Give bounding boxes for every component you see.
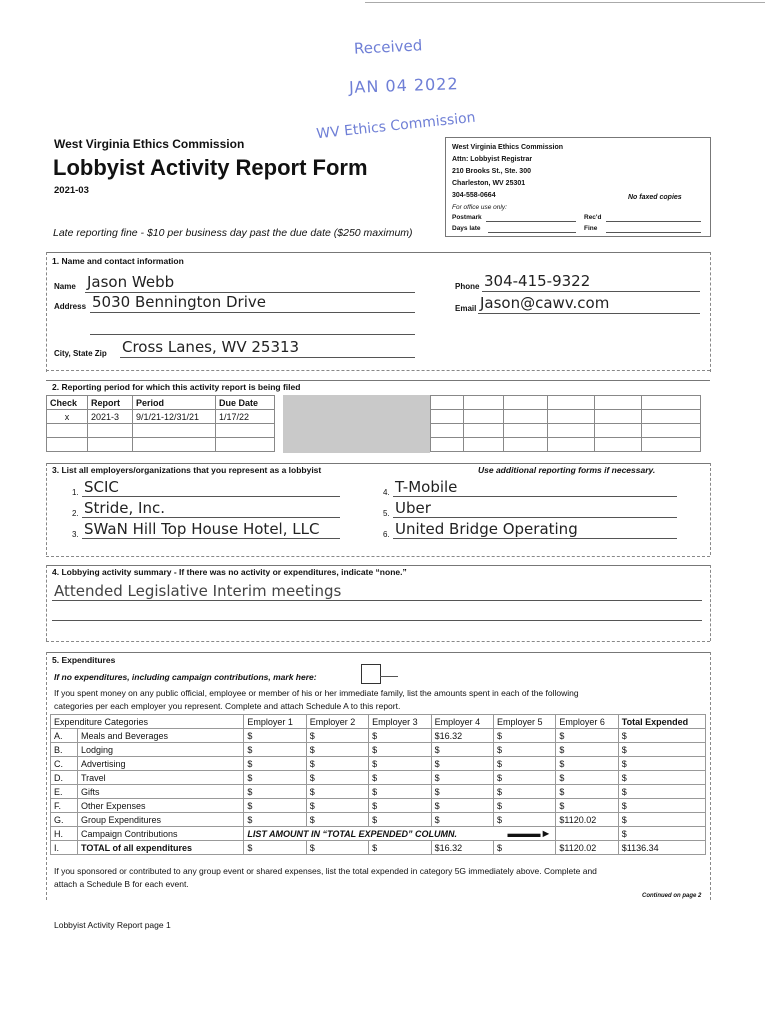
campaign-note bbox=[244, 827, 556, 841]
amount-cell[interactable]: $ bbox=[431, 757, 493, 771]
amount-cell[interactable]: $ bbox=[493, 813, 555, 827]
name-value[interactable]: Jason Webb bbox=[87, 273, 175, 291]
received-stamp: Received bbox=[353, 36, 423, 58]
total-employer-6: $1120.02 bbox=[556, 841, 618, 855]
col-employer-4: Employer 4 bbox=[431, 715, 493, 729]
fine-label: Fine bbox=[584, 225, 598, 232]
period-value: 9/1/21-12/31/21 bbox=[133, 410, 216, 424]
no-expenditures-label: If no expenditures, including campaign contributions, mark here: bbox=[54, 672, 317, 682]
row-category: Campaign Contributions bbox=[78, 827, 244, 841]
col-employer-1: Employer 1 bbox=[244, 715, 306, 729]
employer-1-line bbox=[82, 496, 340, 497]
amount-cell[interactable]: $ bbox=[244, 785, 306, 799]
section3-right-border bbox=[710, 463, 711, 555]
employer-6-line bbox=[393, 538, 677, 539]
row-category: Travel bbox=[78, 771, 244, 785]
employer-6-name[interactable]: United Bridge Operating bbox=[395, 520, 578, 538]
row-letter: B. bbox=[51, 743, 78, 757]
amount-cell[interactable]: $ bbox=[556, 771, 618, 785]
col-check: Check bbox=[47, 396, 88, 410]
section2-top-rule bbox=[46, 380, 710, 381]
amount-cell[interactable]: $ bbox=[369, 743, 431, 757]
col-employer-2: Employer 2 bbox=[306, 715, 368, 729]
no-fax-note: No faxed copies bbox=[628, 194, 682, 201]
address-line bbox=[90, 312, 415, 313]
amount-cell[interactable]: $ bbox=[306, 771, 368, 785]
employer-3-num: 3. bbox=[72, 530, 79, 539]
instruction-line-2: categories per each employer you represent. Complete and attach Schedule A to this report. bbox=[54, 701, 401, 711]
top-edge-line bbox=[365, 2, 765, 3]
row-letter: C. bbox=[51, 757, 78, 771]
amount-cell[interactable]: $ bbox=[493, 743, 555, 757]
col-total: Total Expended bbox=[618, 715, 705, 729]
email-line bbox=[478, 313, 700, 314]
table-row bbox=[51, 743, 706, 757]
phone-label: Phone bbox=[455, 282, 480, 291]
col-employer-5: Employer 5 bbox=[493, 715, 555, 729]
employer-2-name[interactable]: Stride, Inc. bbox=[84, 499, 165, 517]
section1-bottom-rule bbox=[46, 370, 710, 371]
section5-right-border bbox=[710, 652, 711, 900]
address-value[interactable]: 5030 Bennington Drive bbox=[92, 293, 266, 311]
redacted-block bbox=[283, 395, 430, 453]
city-value[interactable]: Cross Lanes, WV 25313 bbox=[122, 338, 300, 356]
section1-heading: 1. Name and contact information bbox=[52, 256, 184, 266]
section4-bottom-rule bbox=[46, 641, 710, 642]
employer-1-num: 1. bbox=[72, 488, 79, 497]
address-phone: 304-558-0664 bbox=[452, 192, 496, 199]
report-value: 2021-3 bbox=[88, 410, 133, 424]
summary-line-1 bbox=[52, 600, 702, 601]
amount-cell[interactable]: $ bbox=[244, 771, 306, 785]
due-value: 1/17/22 bbox=[216, 410, 275, 424]
address-box bbox=[445, 137, 711, 237]
received-date-stamp: JAN 04 2022 bbox=[348, 74, 459, 97]
amount-cell[interactable]: $ bbox=[306, 785, 368, 799]
row-letter: F. bbox=[51, 799, 78, 813]
summary-line-2 bbox=[52, 620, 702, 621]
amount-cell[interactable]: $ bbox=[618, 757, 705, 771]
total-employer-1: $ bbox=[244, 841, 306, 855]
col-report: Report bbox=[88, 396, 133, 410]
employer-1-name[interactable]: SCIC bbox=[84, 478, 119, 496]
amount-cell[interactable]: $ bbox=[369, 729, 431, 743]
activity-summary[interactable]: Attended Legislative Interim meetings bbox=[54, 582, 342, 600]
table-row bbox=[51, 757, 706, 771]
amount-cell[interactable]: $ bbox=[369, 813, 431, 827]
table-row bbox=[51, 813, 706, 827]
col-employer-6: Employer 6 bbox=[556, 715, 618, 729]
commission-stamp: WV Ethics Commission bbox=[315, 109, 477, 143]
amount-cell[interactable]: $ bbox=[556, 757, 618, 771]
instruction-line-1: If you spent money on any public official, employee or member of his or her immediate family, list the amounts spent in each of the following bbox=[54, 688, 579, 698]
row-letter: E. bbox=[51, 785, 78, 799]
amount-cell[interactable]: $ bbox=[431, 743, 493, 757]
row-category: Lodging bbox=[78, 743, 244, 757]
col-employer-3: Employer 3 bbox=[369, 715, 431, 729]
recd-label: Rec'd bbox=[584, 214, 602, 221]
total-employer-4: $16.32 bbox=[431, 841, 493, 855]
amount-cell[interactable]: $ bbox=[493, 729, 555, 743]
section5-top-rule bbox=[46, 652, 710, 653]
amount-cell[interactable]: $ bbox=[618, 799, 705, 813]
amount-cell[interactable]: $ bbox=[306, 813, 368, 827]
amount-cell[interactable]: $ bbox=[556, 799, 618, 813]
amount-cell[interactable]: $ bbox=[493, 799, 555, 813]
amount-cell[interactable]: $ bbox=[618, 813, 705, 827]
table-row bbox=[51, 771, 706, 785]
row-category: Other Expenses bbox=[78, 799, 244, 813]
amount-cell[interactable]: $ bbox=[306, 729, 368, 743]
page-footer: Lobbyist Activity Report page 1 bbox=[54, 920, 171, 930]
section3-heading: 3. List all employers/organizations that you represent as a lobbyist bbox=[52, 465, 322, 475]
employer-5-name[interactable]: Uber bbox=[395, 499, 431, 517]
name-label: Name bbox=[54, 282, 76, 291]
employer-5-num: 5. bbox=[383, 509, 390, 518]
late-fine-note: Late reporting fine - $10 per business day past the due date ($250 maximum) bbox=[53, 227, 413, 239]
office-use-label: For office use only: bbox=[452, 204, 507, 211]
amount-cell[interactable]: $ bbox=[556, 743, 618, 757]
form-title: Lobbyist Activity Report Form bbox=[53, 155, 368, 180]
checkbox-line bbox=[380, 676, 398, 677]
total-employer-2: $ bbox=[306, 841, 368, 855]
amount-cell[interactable]: $ bbox=[556, 785, 618, 799]
postmark-label: Postmark bbox=[452, 214, 482, 221]
amount-cell[interactable]: $ bbox=[618, 785, 705, 799]
amount-cell[interactable]: $ bbox=[431, 799, 493, 813]
amount-cell[interactable]: $ bbox=[244, 757, 306, 771]
campaign-total[interactable]: $ bbox=[618, 827, 705, 841]
address-line-2 bbox=[90, 334, 415, 335]
section3-note: Use additional reporting forms if necessary. bbox=[478, 465, 656, 475]
amount-cell[interactable]: $ bbox=[306, 757, 368, 771]
row-letter: A. bbox=[51, 729, 78, 743]
amount-cell[interactable]: $ bbox=[493, 757, 555, 771]
employer-4-line bbox=[393, 496, 677, 497]
row-category: Group Expenditures bbox=[78, 813, 244, 827]
section4-left-border bbox=[46, 565, 47, 641]
address-label: Address bbox=[54, 302, 87, 311]
col-period: Period bbox=[133, 396, 216, 410]
amount-cell[interactable]: $ bbox=[431, 771, 493, 785]
section5-heading: 5. Expenditures bbox=[52, 655, 116, 665]
row-letter: H. bbox=[51, 827, 78, 841]
row-category: TOTAL of all expenditures bbox=[78, 841, 244, 855]
section2-heading: 2. Reporting period for which this activity report is being filed bbox=[52, 382, 301, 392]
section3-left-border bbox=[46, 463, 47, 555]
campaign-note-text: LIST AMOUNT IN “TOTAL EXPENDED” COLUMN. bbox=[247, 828, 458, 839]
employer-2-num: 2. bbox=[72, 509, 79, 518]
section5-left-border bbox=[46, 652, 47, 900]
address-line-2: Attn: Lobbyist Registrar bbox=[452, 156, 533, 163]
row-letter: I. bbox=[51, 841, 78, 855]
amount-cell[interactable]: $ bbox=[369, 771, 431, 785]
amount-cell[interactable]: $1120.02 bbox=[556, 813, 618, 827]
email-label: Email bbox=[455, 304, 477, 313]
days-late-label: Days late bbox=[452, 225, 481, 232]
amount-cell[interactable]: $ bbox=[493, 785, 555, 799]
col-due: Due Date bbox=[216, 396, 275, 410]
footer-instruction-2: attach a Schedule B for each event. bbox=[54, 879, 189, 889]
amount-cell[interactable]: $ bbox=[618, 743, 705, 757]
amount-cell[interactable]: $ bbox=[244, 743, 306, 757]
amount-cell[interactable]: $ bbox=[369, 785, 431, 799]
section1-right-border bbox=[710, 252, 711, 372]
amount-cell[interactable]: $ bbox=[369, 799, 431, 813]
amount-cell[interactable]: $ bbox=[369, 757, 431, 771]
row-category: Gifts bbox=[78, 785, 244, 799]
arrow-right-icon: ▬▬▬► bbox=[507, 828, 552, 840]
no-expenditures-checkbox[interactable] bbox=[361, 664, 381, 684]
employer-3-line bbox=[82, 538, 340, 539]
col-categories: Expenditure Categories bbox=[51, 715, 244, 729]
total-employer-5: $ bbox=[493, 841, 555, 855]
table-row bbox=[51, 799, 706, 813]
amount-cell[interactable]: $ bbox=[306, 799, 368, 813]
amount-cell[interactable]: $ bbox=[431, 785, 493, 799]
amount-cell[interactable]: $ bbox=[493, 771, 555, 785]
reporting-period-table-right bbox=[430, 395, 701, 452]
employer-5-line bbox=[393, 517, 677, 518]
row-letter: G. bbox=[51, 813, 78, 827]
expenditures-table bbox=[50, 714, 706, 855]
city-label: City, State Zip bbox=[54, 349, 107, 358]
campaign-empty bbox=[556, 827, 618, 841]
reporting-period-table bbox=[46, 395, 275, 452]
amount-cell[interactable]: $ bbox=[556, 729, 618, 743]
total-employer-3: $ bbox=[369, 841, 431, 855]
phone-line bbox=[482, 291, 700, 292]
amount-cell[interactable]: $ bbox=[618, 771, 705, 785]
form-number: 2021-03 bbox=[54, 185, 89, 196]
amount-cell[interactable]: $ bbox=[244, 813, 306, 827]
row-category: Meals and Beverages bbox=[78, 729, 244, 743]
amount-cell[interactable]: $ bbox=[244, 799, 306, 813]
total-row bbox=[51, 841, 706, 855]
footer-instruction-1: If you sponsored or contributed to any group event or shared expenses, list the total expended in category 5G immediately above. Complete and bbox=[54, 866, 597, 876]
employer-4-name[interactable]: T-Mobile bbox=[395, 478, 458, 496]
section3-top-rule bbox=[46, 463, 710, 464]
total-expended: $1136.34 bbox=[618, 841, 705, 855]
address-line-4: Charleston, WV 25301 bbox=[452, 180, 526, 187]
row-category: Advertising bbox=[78, 757, 244, 771]
phone-value[interactable]: 304-415-9322 bbox=[484, 272, 591, 290]
check-mark[interactable]: x bbox=[47, 410, 88, 424]
section4-top-rule bbox=[46, 565, 710, 566]
amount-cell[interactable]: $16.32 bbox=[431, 729, 493, 743]
amount-cell[interactable]: $ bbox=[306, 743, 368, 757]
continued-note: Continued on page 2 bbox=[642, 893, 702, 899]
section1-top-rule bbox=[46, 252, 710, 253]
employer-3-name[interactable]: SWaN Hill Top House Hotel, LLC bbox=[84, 520, 320, 538]
amount-cell[interactable]: $ bbox=[618, 729, 705, 743]
city-line bbox=[120, 357, 415, 358]
table-row bbox=[51, 785, 706, 799]
amount-cell[interactable]: $ bbox=[244, 729, 306, 743]
section4-heading: 4. Lobbying activity summary - If there was no activity or expenditures, indicate “none.” bbox=[52, 567, 407, 577]
section1-left-border bbox=[46, 252, 47, 372]
table-row bbox=[51, 827, 706, 841]
email-value[interactable]: Jason@cawv.com bbox=[480, 294, 610, 312]
section4-right-border bbox=[710, 565, 711, 641]
employer-2-line bbox=[82, 517, 340, 518]
amount-cell[interactable]: $ bbox=[431, 813, 493, 827]
table-row bbox=[51, 729, 706, 743]
employer-6-num: 6. bbox=[383, 530, 390, 539]
address-line-1: West Virginia Ethics Commission bbox=[452, 144, 563, 151]
address-line-3: 210 Brooks St., Ste. 300 bbox=[452, 168, 531, 175]
section3-bottom-rule bbox=[46, 556, 710, 557]
agency-name: West Virginia Ethics Commission bbox=[54, 137, 245, 151]
employer-4-num: 4. bbox=[383, 488, 390, 497]
row-letter: D. bbox=[51, 771, 78, 785]
